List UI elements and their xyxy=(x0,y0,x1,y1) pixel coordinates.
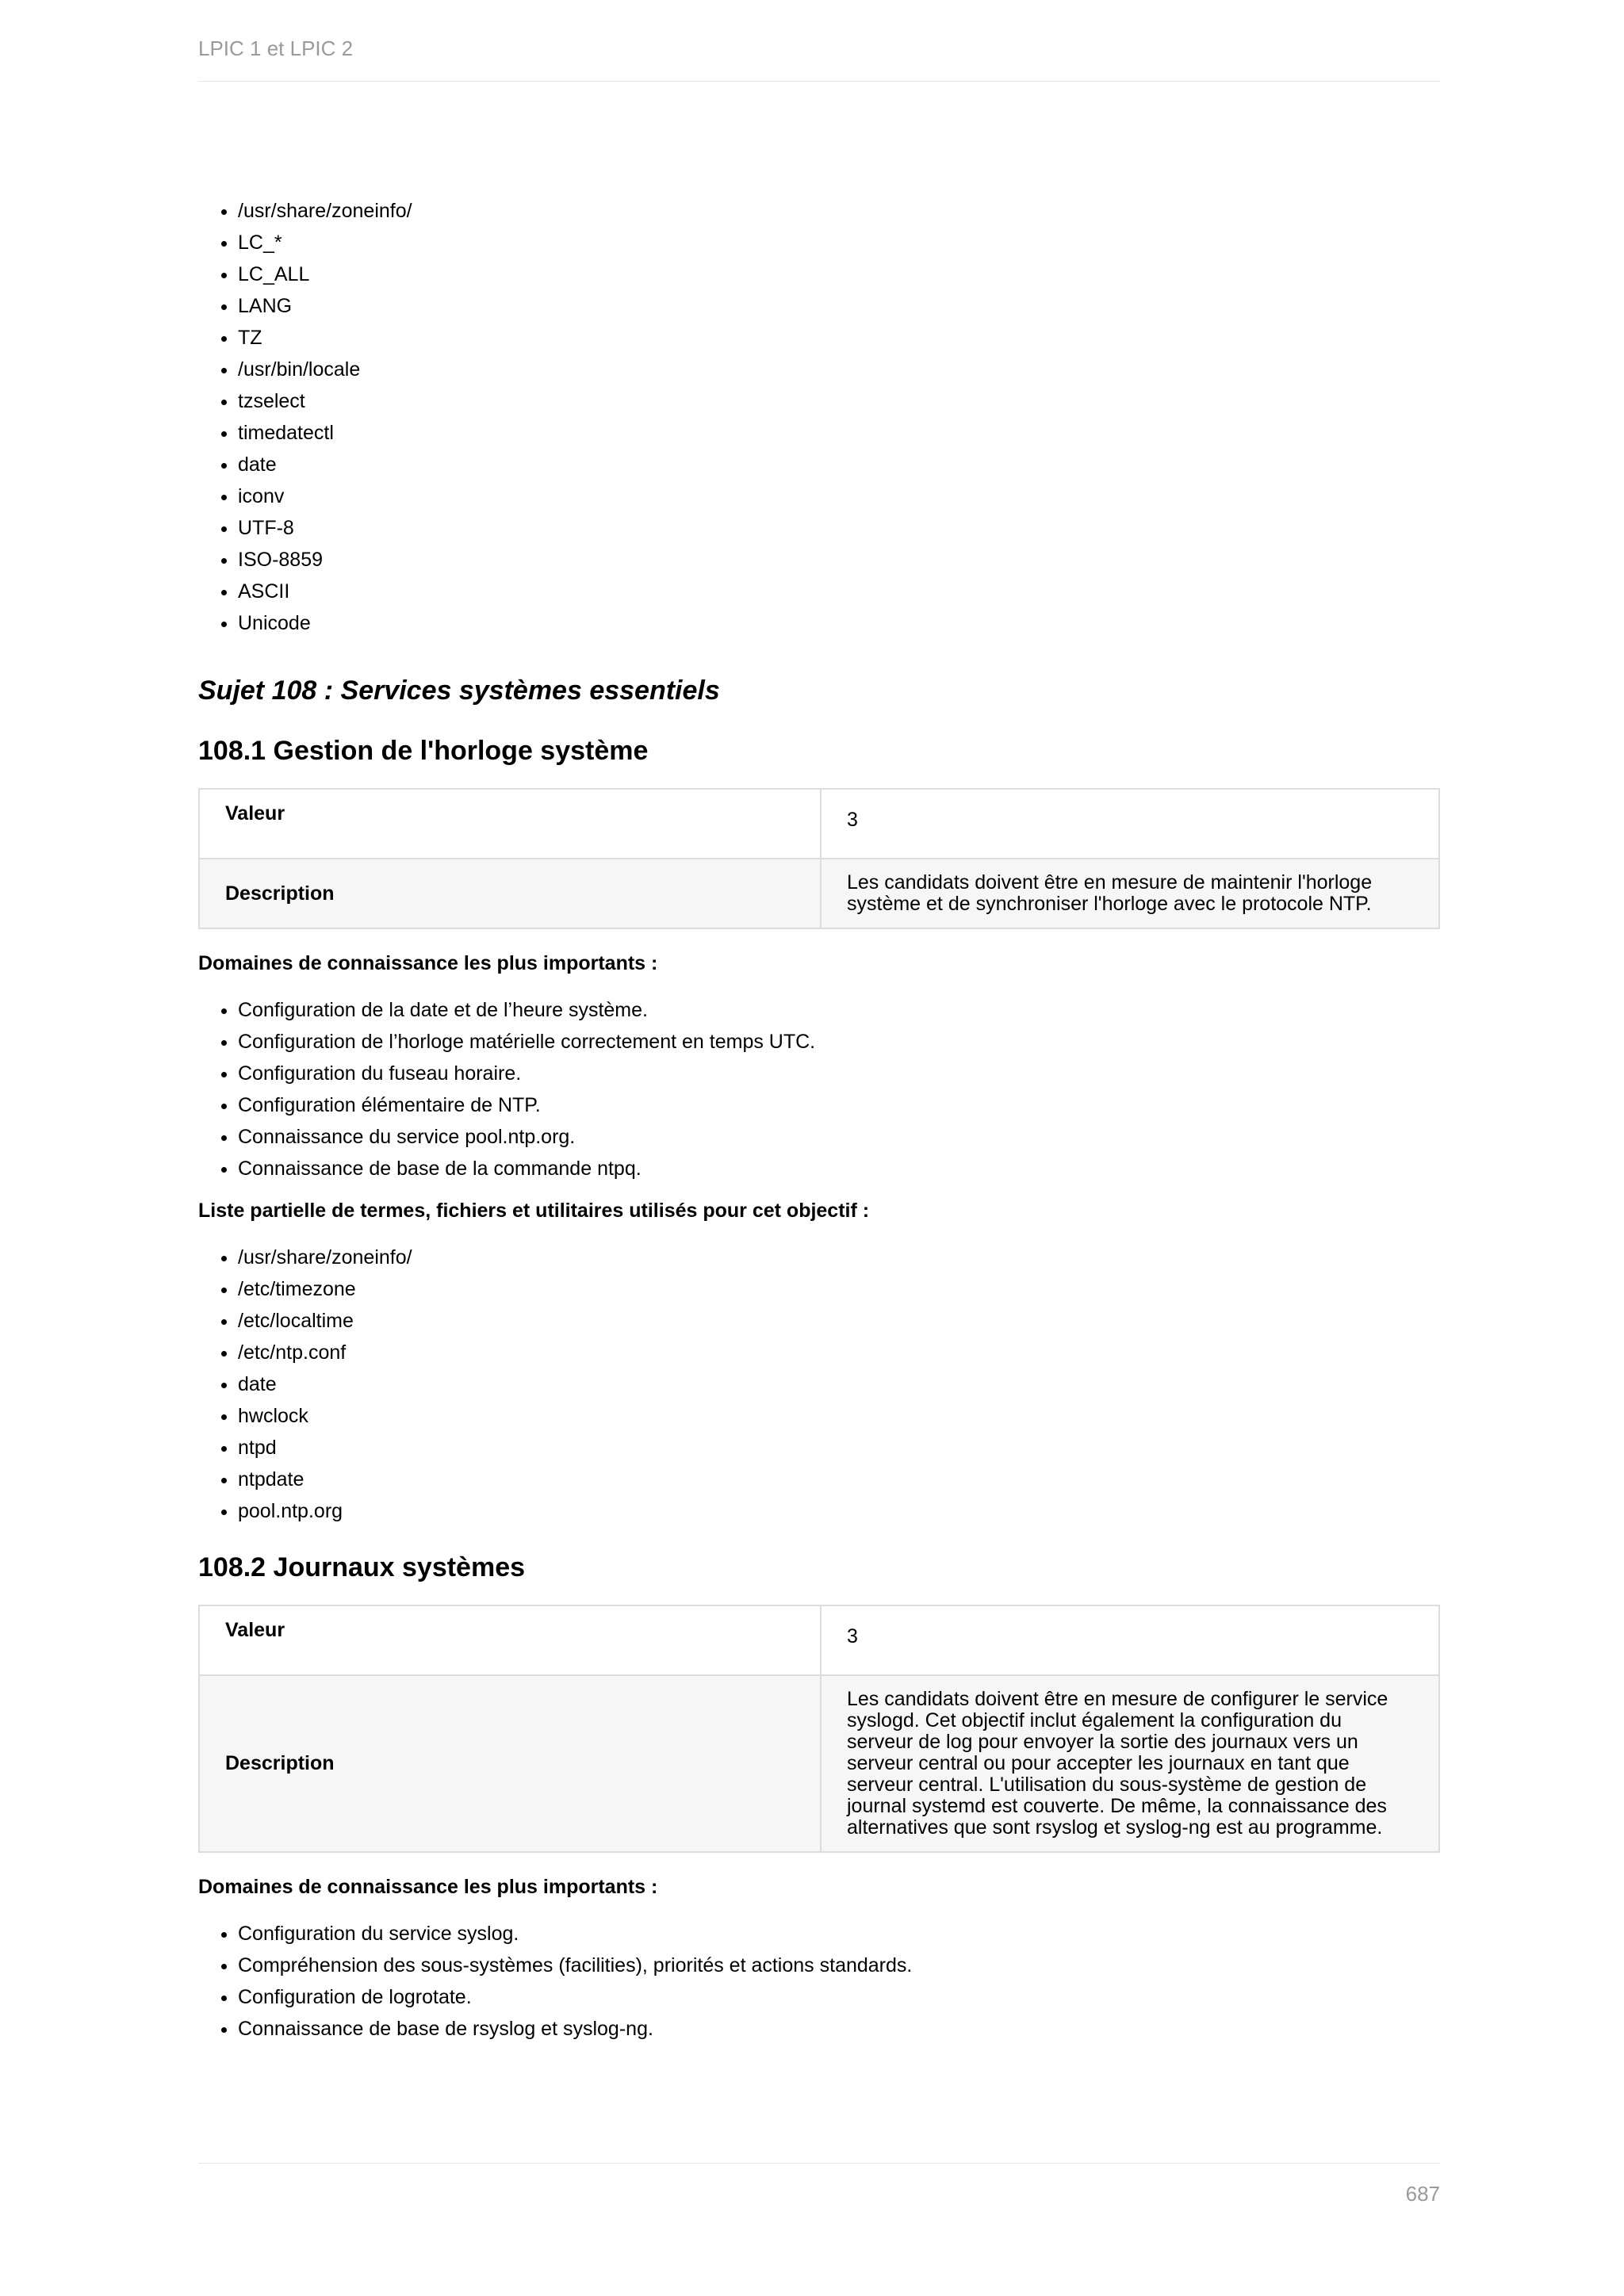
list-item: • /usr/share/zoneinfo/ xyxy=(238,195,1440,227)
description-label: Description xyxy=(199,1675,821,1852)
list-item: • pool.ntp.org xyxy=(238,1495,1440,1527)
list-item: • Compréhension des sous-systèmes (facilities), priorités et actions standards. xyxy=(238,1950,1440,1981)
list-item: • ASCII xyxy=(238,576,1440,607)
list-item: • /usr/bin/locale xyxy=(238,354,1440,385)
objective-table-108-1 xyxy=(198,788,1440,929)
list-item: • Configuration élémentaire de NTP. xyxy=(238,1089,1440,1121)
description-text: Les candidats doivent être en mesure de configurer le service syslogd. Cet objectif inclut également la configuration du serveur de log pour envoyer la sortie des journaux vers un serveur central ou pour accepter les journaux en tant que serveur central. L'utilisation du sous-système de gestion de journal systemd est couverte. De même, la connaissance des alternatives que sont rsyslog et syslog-ng est au programme. xyxy=(821,1675,1439,1852)
objective-table-108-2 xyxy=(198,1605,1440,1853)
valeur-label: Valeur xyxy=(199,789,821,859)
valeur-label: Valeur xyxy=(199,1605,821,1675)
intro-list xyxy=(198,195,1440,639)
list-item: • date xyxy=(238,1368,1440,1400)
list-item: • ntpd xyxy=(238,1432,1440,1464)
list-item: • Connaissance de base de la commande ntpq. xyxy=(238,1153,1440,1184)
description-label: Description xyxy=(199,859,821,928)
domains-heading: Domaines de connaissance les plus importants : xyxy=(198,952,658,974)
list-item: • /usr/share/zoneinfo/ xyxy=(238,1242,1440,1273)
list-item: • /etc/ntp.conf xyxy=(238,1337,1440,1368)
list-item: • /etc/localtime xyxy=(238,1305,1440,1337)
terms-heading: Liste partielle de termes, fichiers et utilitaires utilisés pour cet objectif : xyxy=(198,1200,870,1222)
list-item: • Connaissance de base de rsyslog et syslog-ng. xyxy=(238,2013,1440,2045)
list-item: • iconv xyxy=(238,480,1440,512)
valeur-value: 3 xyxy=(821,1605,1439,1675)
list-item: • Configuration de l’horloge matérielle correctement en temps UTC. xyxy=(238,1026,1440,1058)
list-item: • Configuration de logrotate. xyxy=(238,1981,1440,2013)
section-title-108-2: 108.2 Journaux systèmes xyxy=(198,1552,526,1582)
list-item: • Configuration du fuseau horaire. xyxy=(238,1058,1440,1089)
list-item: • Unicode xyxy=(238,607,1440,639)
list-item: • Configuration du service syslog. xyxy=(238,1918,1440,1950)
subject-title: Sujet 108 : Services systèmes essentiels xyxy=(198,675,720,706)
list-item: • tzselect xyxy=(238,385,1440,417)
header-divider xyxy=(198,81,1440,82)
page-number: 687 xyxy=(1405,2182,1440,2206)
domains-list-108-1 xyxy=(198,994,1440,1184)
description-text: Les candidats doivent être en mesure de maintenir l'horloge système et de synchroniser l'horloge avec le protocole NTP. xyxy=(821,859,1439,928)
list-item: • LC_* xyxy=(238,227,1440,258)
list-item: • LANG xyxy=(238,290,1440,322)
list-item: • UTF-8 xyxy=(238,512,1440,544)
list-item: • ISO-8859 xyxy=(238,544,1440,576)
list-item: • Configuration de la date et de l’heure système. xyxy=(238,994,1440,1026)
list-item: • LC_ALL xyxy=(238,258,1440,290)
valeur-value: 3 xyxy=(821,789,1439,859)
list-item: • /etc/timezone xyxy=(238,1273,1440,1305)
running-header: LPIC 1 et LPIC 2 xyxy=(198,36,354,60)
page-content xyxy=(198,195,1440,2045)
domains-list-108-2 xyxy=(198,1918,1440,2045)
list-item: • date xyxy=(238,449,1440,480)
list-item: • TZ xyxy=(238,322,1440,354)
domains-heading: Domaines de connaissance les plus importants : xyxy=(198,1876,658,1898)
list-item: • Connaissance du service pool.ntp.org. xyxy=(238,1121,1440,1153)
list-item: • timedatectl xyxy=(238,417,1440,449)
list-item: • ntpdate xyxy=(238,1464,1440,1495)
section-title-108-1: 108.1 Gestion de l'horloge système xyxy=(198,736,649,766)
terms-list-108-1 xyxy=(198,1242,1440,1527)
list-item: • hwclock xyxy=(238,1400,1440,1432)
footer-divider xyxy=(198,2163,1440,2164)
